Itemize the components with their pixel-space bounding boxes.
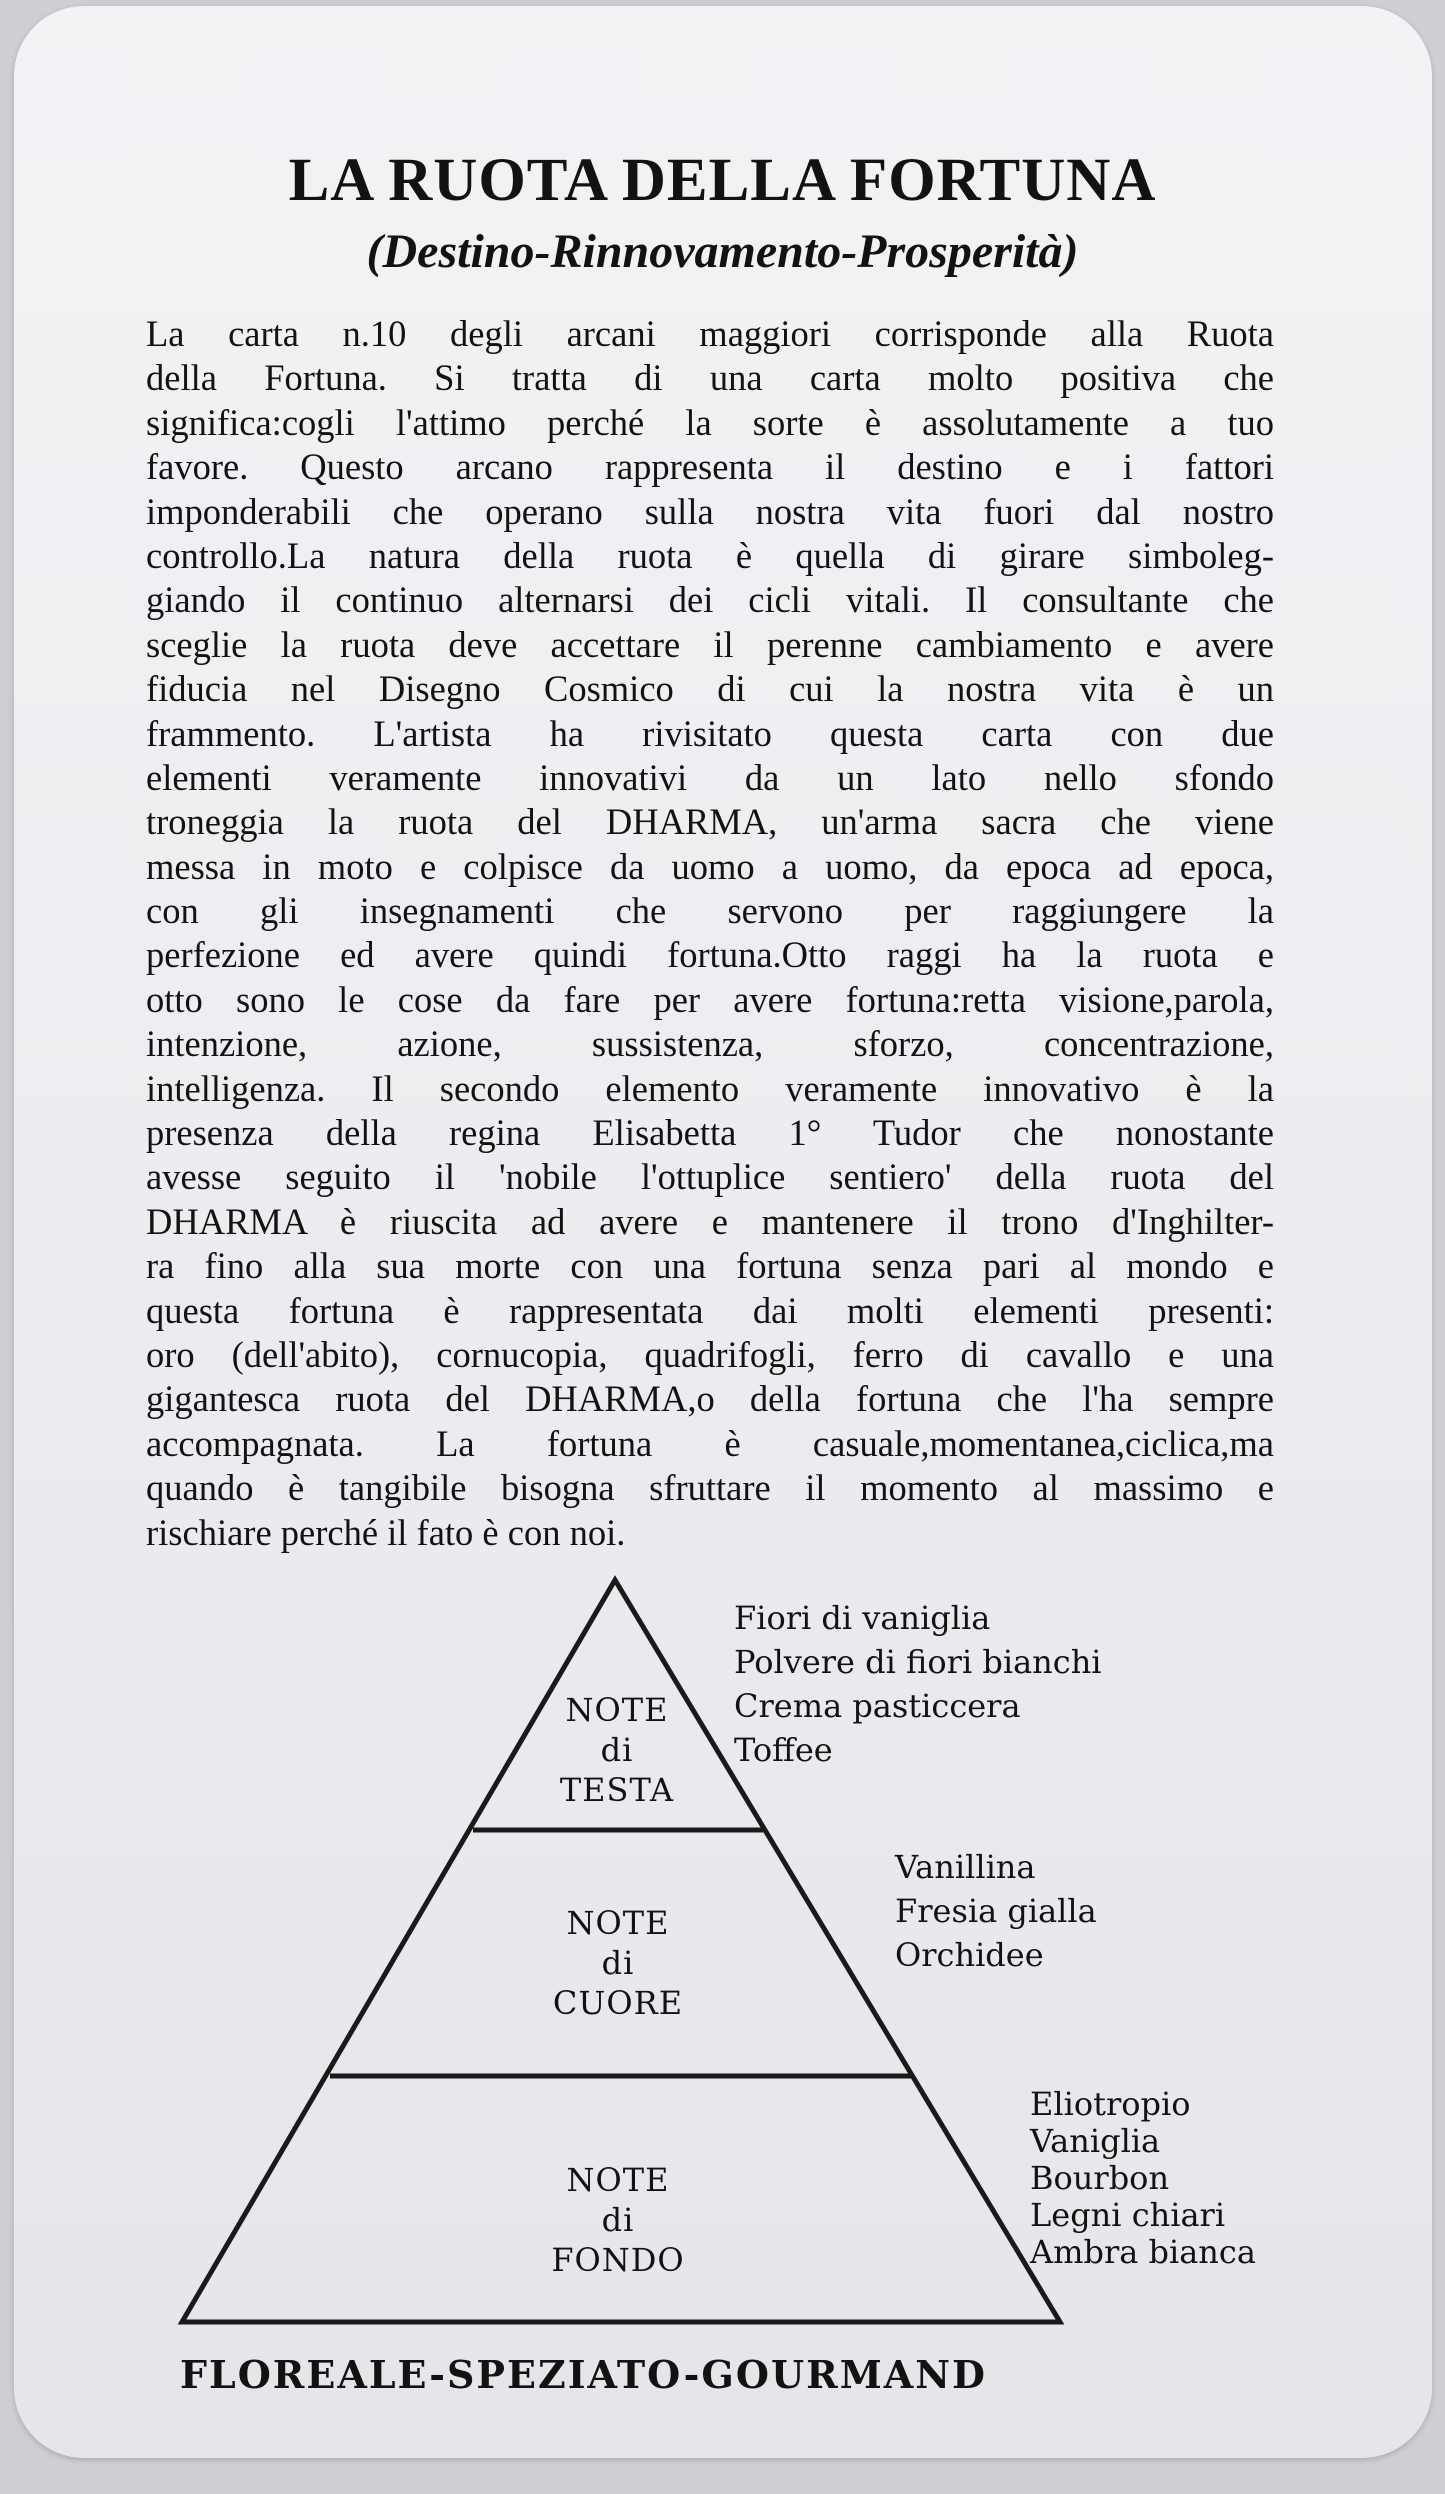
heart-label-line: NOTE: [566, 1904, 670, 1942]
description-line: con gli insegnamenti che servono per raggiungere la: [146, 890, 1274, 932]
note-item: Toffee: [734, 1731, 833, 1769]
fragrance-family: FLOREALE-SPEZIATO-GOURMAND: [180, 2352, 987, 2397]
description-line: ra fino alla sua morte con una fortuna senza pari al mondo e: [146, 1245, 1274, 1287]
description-line: messa in moto e colpisce da uomo a uomo, da epoca ad epoca,: [146, 845, 1274, 887]
description-line: troneggia la ruota del DHARMA, un'arma sacra che viene: [146, 801, 1274, 843]
description-line: controllo.La natura della ruota è quella di girare simboleg-: [146, 534, 1274, 576]
card-title: LA RUOTA DELLA FORTUNA: [288, 147, 1157, 214]
description-line: presenza della regina Elisabetta 1° Tudor che nonostante: [146, 1112, 1274, 1154]
description-line: accompagnata. La fortuna è casuale,momentanea,ciclica,ma: [146, 1422, 1274, 1464]
card-description: [146, 312, 1274, 1555]
description-line: giando il continuo alternarsi dei cicli vitali. Il consultante che: [146, 579, 1274, 621]
description-line: perfezione ed avere quindi fortuna.Otto raggi ha la ruota e: [146, 934, 1274, 976]
heart-notes-list: [895, 1845, 1097, 1977]
note-item: Vaniglia: [1030, 2122, 1161, 2160]
note-item: Legni chiari: [1030, 2196, 1226, 2234]
note-item: Fiori di vaniglia: [734, 1599, 991, 1637]
base-label-line: FONDO: [551, 2241, 685, 2279]
top-label-line: NOTE: [565, 1691, 669, 1729]
description-line: significa:cogli l'attimo perché la sorte è assolutamente a tuo: [146, 401, 1274, 443]
base-notes-label: [508, 2160, 728, 2280]
base-label-line: di: [601, 2201, 635, 2239]
description-line: La carta n.10 degli arcani maggiori corrisponde alla Ruota: [146, 313, 1274, 354]
description-line: della Fortuna. Si tratta di una carta molto positiva che: [146, 357, 1274, 399]
description-line: rischiare perché il fato è con noi.: [146, 1511, 626, 1553]
description-line: frammento. L'artista ha rivisitato questa carta con due: [146, 712, 1274, 754]
heart-label-line: CUORE: [552, 1984, 684, 2022]
description-line: intelligenza. Il secondo elemento veramente innovativo è la: [146, 1067, 1274, 1109]
description-line: intenzione, azione, sussistenza, sforzo, concentrazione,: [146, 1023, 1274, 1065]
description-line: avesse seguito il 'nobile l'ottuplice sentiero' della ruota del: [146, 1156, 1274, 1198]
heart-notes-label: [508, 1903, 728, 2023]
note-item: Bourbon: [1030, 2159, 1170, 2197]
note-item: Crema pasticcera: [734, 1687, 1021, 1725]
note-item: Orchidee: [895, 1936, 1044, 1974]
note-item: Polvere di fiori bianchi: [734, 1643, 1102, 1681]
note-item: Vanillina: [895, 1848, 1036, 1886]
base-notes-list: [1030, 2086, 1256, 2271]
top-label-line: di: [600, 1731, 634, 1769]
note-item: Ambra bianca: [1030, 2233, 1256, 2271]
note-item: Eliotropio: [1030, 2085, 1191, 2123]
description-line: oro (dell'abito), cornucopia, quadrifogli, ferro di cavallo e una: [146, 1333, 1274, 1375]
heart-label-line: di: [601, 1944, 635, 1982]
description-line: DHARMA è riuscita ad avere e mantenere il trono d'Inghilter-: [146, 1200, 1274, 1242]
base-label-line: NOTE: [566, 2161, 670, 2199]
description-line: quando è tangibile bisogna sfruttare il momento al massimo e: [146, 1467, 1274, 1509]
top-notes-list: [734, 1596, 1102, 1772]
description-line: sceglie la ruota deve accettare il perenne cambiamento e avere: [146, 623, 1274, 665]
description-line: favore. Questo arcano rappresenta il destino e i fattori: [146, 446, 1274, 488]
description-line: fiducia nel Disegno Cosmico di cui la nostra vita è un: [146, 668, 1274, 710]
card-subtitle: (Destino-Rinnovamento-Prosperità): [366, 225, 1079, 278]
note-item: Fresia gialla: [895, 1892, 1097, 1930]
description-line: questa fortuna è rappresentata dai molti elementi presenti:: [146, 1289, 1274, 1331]
description-line: elementi veramente innovativi da un lato nello sfondo: [146, 756, 1274, 798]
top-label-line: TESTA: [559, 1771, 675, 1809]
description-line: gigantesca ruota del DHARMA,o della fortuna che l'ha sempre: [146, 1378, 1274, 1420]
top-notes-label: [507, 1690, 727, 1810]
description-line: imponderabili che operano sulla nostra vita fuori dal nostro: [146, 490, 1274, 532]
description-line: otto sono le cose da fare per avere fortuna:retta visione,parola,: [146, 978, 1274, 1020]
